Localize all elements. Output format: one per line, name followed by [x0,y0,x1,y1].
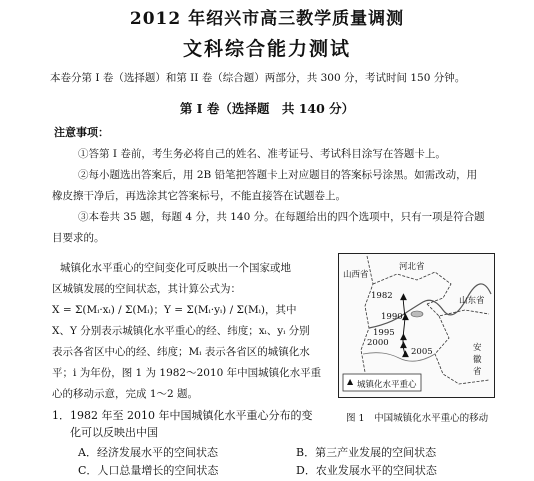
passage-line: 心的移动示意，完成 1～2 题。 [52,388,199,400]
figure-1-map [338,253,495,398]
passage-line: 表示各省区中心的经、纬度；Mᵢ 表示各省区的城镇化水 [52,346,310,358]
notice-line: ②每小题选出答案后，用 2B 铅笔把答题卡上对应题目的答案标号涂黑。如需改动，用 [78,169,478,181]
centroid-marker-icon: ▲ [402,312,409,322]
centroid-marker-icon: ▲ [402,349,409,359]
centroid-marker-icon: ▲ [400,292,407,302]
year-label: 2000 [367,338,389,348]
notice-line: 橡皮擦干净后，再选涂其它答案标号，不能直接答在试题卷上。 [52,190,346,202]
year-label: 1982 [371,291,393,301]
question1-stem: 化可以反映出中国 [70,426,158,439]
year-label: 1990 [381,312,403,322]
year-label: 2005 [411,347,433,357]
option-b: B．第三产业发展的空间状态 [296,446,437,459]
option-a: A．经济发展水平的空间状态 [78,446,218,459]
passage-line: 平；i 为年份，图 1 为 1982～2010 年中国城镇化水平重 [52,367,322,379]
notice-line: ①答第 I 卷前，考生务必将自己的姓名、准考证号、考试科目涂写在答题卡上。 [78,148,446,160]
province-label: 山西省 [343,270,369,280]
option-d: D．农业发展水平的空间状态 [296,464,437,477]
province-label: 山东省 [459,296,485,306]
year-label: 1995 [373,328,395,338]
exam-subtitle: 文科综合能力测试 [182,38,351,60]
passage-line: 城镇化水平重心的空间变化可反映出一个国家或地 [60,262,291,274]
legend-label: 城镇化水平重心 [357,380,417,390]
centroid-marker-icon: ▲ [400,340,407,350]
exam-intro: 本卷分第 I 卷（选择题）和第 II 卷（综合题）两部分，共 300 分，考试时间 150 分钟。 [50,72,466,84]
notice-title: 注意事项： [54,126,109,139]
figure-caption: 图 1 中国城镇化水平重心的移动 [346,413,489,424]
province-label: 河北省 [399,262,425,272]
part1-heading: 第 I 卷（选择题 共 140 分） [179,101,355,116]
legend-marker-icon: ▲ [347,377,354,386]
centroid-marker-icon: ▲ [400,332,407,342]
question1-stem: 1．1982 年至 2010 年中国城镇化水平重心分布的变 [52,409,313,422]
passage-line: X = Σ(Mᵢ·xᵢ) / Σ(Mᵢ)；Y = Σ(Mᵢ·yᵢ) / Σ(Mᵢ)，其中 [52,304,297,316]
province-label: 安徽省 [473,343,482,377]
passage-line: X、Y 分别表示城镇化水平重心的经、纬度；xᵢ、yᵢ 分别 [52,325,310,337]
notice-line: 目要求的。 [52,232,105,244]
notice-line: ③本卷共 35 题，每题 4 分，共 140 分。在每题给出的四个选项中，只有一项是符合题 [78,211,485,223]
option-c: C．人口总量增长的空间状态 [78,464,219,477]
exam-title: 2012 年绍兴市高三教学质量调测 [129,9,405,29]
passage-line: 区城镇发展的空间状态，其计算公式为： [52,283,241,295]
